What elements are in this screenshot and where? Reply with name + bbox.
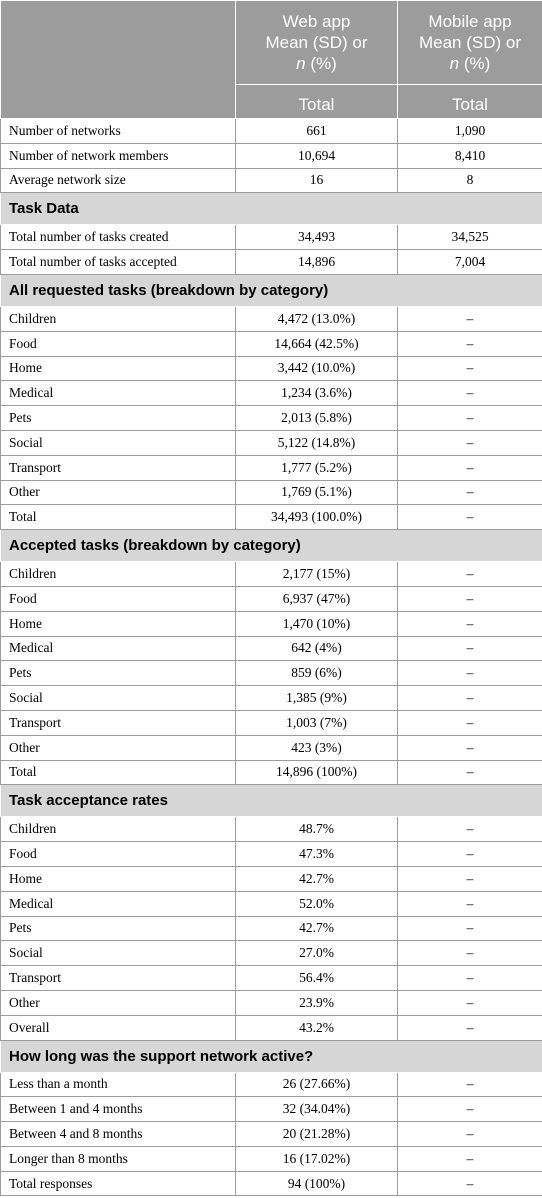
header-mobile-app [398, 1, 542, 85]
table-row [1, 891, 542, 916]
table-row [1, 1072, 542, 1097]
table-row [1, 480, 542, 505]
row-label: Longer than 8 months [1, 1146, 236, 1171]
row-web-value: 1,769 (5.1%) [236, 480, 398, 505]
row-label: Children [1, 306, 236, 331]
row-mobile-value: – [398, 480, 542, 505]
row-label: Social [1, 941, 236, 966]
row-web-value: 4,472 (13.0%) [236, 306, 398, 331]
section-title: Task acceptance rates [1, 785, 542, 817]
row-web-value: 1,470 (10%) [236, 611, 398, 636]
row-label: Social [1, 430, 236, 455]
row-label: Social [1, 686, 236, 711]
row-label: Other [1, 990, 236, 1015]
row-web-value: 26 (27.66%) [236, 1072, 398, 1097]
table-row [1, 586, 542, 611]
row-web-value: 5,122 (14.8%) [236, 430, 398, 455]
section-title: How long was the support network active? [1, 1040, 542, 1072]
table-row [1, 916, 542, 941]
row-web-value: 423 (3%) [236, 735, 398, 760]
row-mobile-value: – [398, 817, 542, 842]
row-label: Food [1, 842, 236, 867]
table-row [1, 356, 542, 381]
table-row [1, 119, 542, 144]
table-row [1, 331, 542, 356]
row-web-value: 2,013 (5.8%) [236, 406, 398, 431]
row-web-value: 6,937 (47%) [236, 586, 398, 611]
row-mobile-value: – [398, 686, 542, 711]
row-label: Home [1, 866, 236, 891]
row-web-value: 20 (21.28%) [236, 1122, 398, 1147]
row-web-value: 43.2% [236, 1015, 398, 1040]
table-row [1, 1122, 542, 1147]
row-web-value: 94 (100%) [236, 1171, 398, 1196]
row-mobile-value: – [398, 430, 542, 455]
row-mobile-value: – [398, 562, 542, 587]
row-label: Medical [1, 381, 236, 406]
header-web-app [236, 1, 398, 85]
row-label: Transport [1, 966, 236, 991]
row-web-value: 32 (34.04%) [236, 1097, 398, 1122]
table-row [1, 455, 542, 480]
row-label: Food [1, 586, 236, 611]
section-header-row [1, 193, 542, 225]
row-web-value: 642 (4%) [236, 636, 398, 661]
table-row [1, 842, 542, 867]
row-label: Between 4 and 8 months [1, 1122, 236, 1147]
row-mobile-value: – [398, 306, 542, 331]
row-web-value: 3,442 (10.0%) [236, 356, 398, 381]
row-mobile-value: – [398, 842, 542, 867]
row-mobile-value: – [398, 735, 542, 760]
row-label: Home [1, 356, 236, 381]
row-label: Number of network members [1, 143, 236, 168]
row-web-value: 34,493 [236, 225, 398, 250]
row-mobile-value: – [398, 966, 542, 991]
row-mobile-value: – [398, 661, 542, 686]
section-header-row [1, 274, 542, 306]
table-row [1, 406, 542, 431]
row-mobile-value: 34,525 [398, 225, 542, 250]
table-row [1, 611, 542, 636]
row-web-value: 42.7% [236, 916, 398, 941]
table-row [1, 710, 542, 735]
row-label: Number of networks [1, 119, 236, 144]
row-mobile-value: – [398, 331, 542, 356]
row-mobile-value: – [398, 891, 542, 916]
row-label: Average network size [1, 168, 236, 193]
row-label: Medical [1, 636, 236, 661]
table-row [1, 1171, 542, 1196]
row-mobile-value: 1,090 [398, 119, 542, 144]
table-row [1, 817, 542, 842]
row-mobile-value: – [398, 1122, 542, 1147]
row-label: Pets [1, 661, 236, 686]
row-mobile-value: – [398, 710, 542, 735]
row-mobile-value: – [398, 1146, 542, 1171]
table-row [1, 686, 542, 711]
table-row [1, 430, 542, 455]
row-label: Total number of tasks created [1, 225, 236, 250]
row-web-value: 42.7% [236, 866, 398, 891]
row-web-value: 34,493 (100.0%) [236, 505, 398, 530]
table-row [1, 966, 542, 991]
row-web-value: 47.3% [236, 842, 398, 867]
table-body [1, 119, 542, 1196]
header-mobile-line1: Mobile app [428, 12, 512, 31]
section-title: Task Data [1, 193, 542, 225]
row-web-value: 1,003 (7%) [236, 710, 398, 735]
row-mobile-value: – [398, 1097, 542, 1122]
row-mobile-value: – [398, 1171, 542, 1196]
table-row [1, 250, 542, 275]
table-row [1, 381, 542, 406]
row-web-value: 16 [236, 168, 398, 193]
header-corner-cell [1, 1, 236, 119]
table-row [1, 760, 542, 785]
row-mobile-value: – [398, 941, 542, 966]
row-web-value: 52.0% [236, 891, 398, 916]
row-mobile-value: – [398, 356, 542, 381]
table-row [1, 661, 542, 686]
row-mobile-value: 8 [398, 168, 542, 193]
table-row [1, 1015, 542, 1040]
row-mobile-value: – [398, 916, 542, 941]
row-web-value: 16 (17.02%) [236, 1146, 398, 1171]
table-row [1, 306, 542, 331]
header-mobile-n: n [449, 54, 460, 73]
row-label: Food [1, 331, 236, 356]
row-web-value: 661 [236, 119, 398, 144]
row-label: Pets [1, 916, 236, 941]
table-row [1, 735, 542, 760]
header-web-n: n [296, 54, 306, 73]
section-header-row [1, 785, 542, 817]
row-mobile-value: 7,004 [398, 250, 542, 275]
row-web-value: 23.9% [236, 990, 398, 1015]
section-header-row [1, 1040, 542, 1072]
row-label: Pets [1, 406, 236, 431]
row-mobile-value: – [398, 990, 542, 1015]
header-web-line2: Mean (SD) or [265, 33, 368, 52]
table-row [1, 990, 542, 1015]
row-mobile-value: – [398, 586, 542, 611]
section-header-row [1, 530, 542, 562]
header-web-line1: Web app [282, 12, 351, 31]
row-label: Total responses [1, 1171, 236, 1196]
table-row [1, 1097, 542, 1122]
row-label: Between 1 and 4 months [1, 1097, 236, 1122]
row-mobile-value: – [398, 406, 542, 431]
row-mobile-value: – [398, 505, 542, 530]
header-web-pct: (%) [305, 54, 337, 73]
table-row [1, 225, 542, 250]
row-mobile-value: – [398, 611, 542, 636]
row-label: Other [1, 480, 236, 505]
header-mobile-line2: Mean (SD) or [418, 33, 522, 52]
row-label: Children [1, 562, 236, 587]
row-label: Total number of tasks accepted [1, 250, 236, 275]
row-mobile-value: – [398, 381, 542, 406]
row-web-value: 56.4% [236, 966, 398, 991]
section-title: All requested tasks (breakdown by category) [1, 274, 542, 306]
row-web-value: 14,896 (100%) [236, 760, 398, 785]
row-label: Overall [1, 1015, 236, 1040]
row-web-value: 14,896 [236, 250, 398, 275]
table-row [1, 1146, 542, 1171]
row-label: Medical [1, 891, 236, 916]
row-mobile-value: 8,410 [398, 143, 542, 168]
row-label: Total [1, 505, 236, 530]
subheader-web-total: Total [236, 85, 398, 119]
table-row [1, 505, 542, 530]
table-row [1, 636, 542, 661]
row-web-value: 2,177 (15%) [236, 562, 398, 587]
section-title: Accepted tasks (breakdown by category) [1, 530, 542, 562]
table-row [1, 866, 542, 891]
row-web-value: 859 (6%) [236, 661, 398, 686]
row-label: Other [1, 735, 236, 760]
row-label: Total [1, 760, 236, 785]
row-mobile-value: – [398, 866, 542, 891]
table-row [1, 168, 542, 193]
row-web-value: 1,234 (3.6%) [236, 381, 398, 406]
header-mobile-pct: (%) [459, 54, 491, 73]
row-web-value: 1,777 (5.2%) [236, 455, 398, 480]
table-header [1, 1, 542, 119]
row-mobile-value: – [398, 1015, 542, 1040]
row-web-value: 1,385 (9%) [236, 686, 398, 711]
row-mobile-value: – [398, 1072, 542, 1097]
row-mobile-value: – [398, 455, 542, 480]
row-web-value: 14,664 (42.5%) [236, 331, 398, 356]
table-row [1, 562, 542, 587]
row-mobile-value: – [398, 760, 542, 785]
row-label: Children [1, 817, 236, 842]
subheader-mobile-total: Total [398, 85, 542, 119]
row-web-value: 10,694 [236, 143, 398, 168]
table-row [1, 143, 542, 168]
table-row [1, 941, 542, 966]
row-label: Home [1, 611, 236, 636]
row-web-value: 27.0% [236, 941, 398, 966]
row-label: Transport [1, 455, 236, 480]
row-label: Less than a month [1, 1072, 236, 1097]
row-mobile-value: – [398, 636, 542, 661]
row-web-value: 48.7% [236, 817, 398, 842]
row-label: Transport [1, 710, 236, 735]
